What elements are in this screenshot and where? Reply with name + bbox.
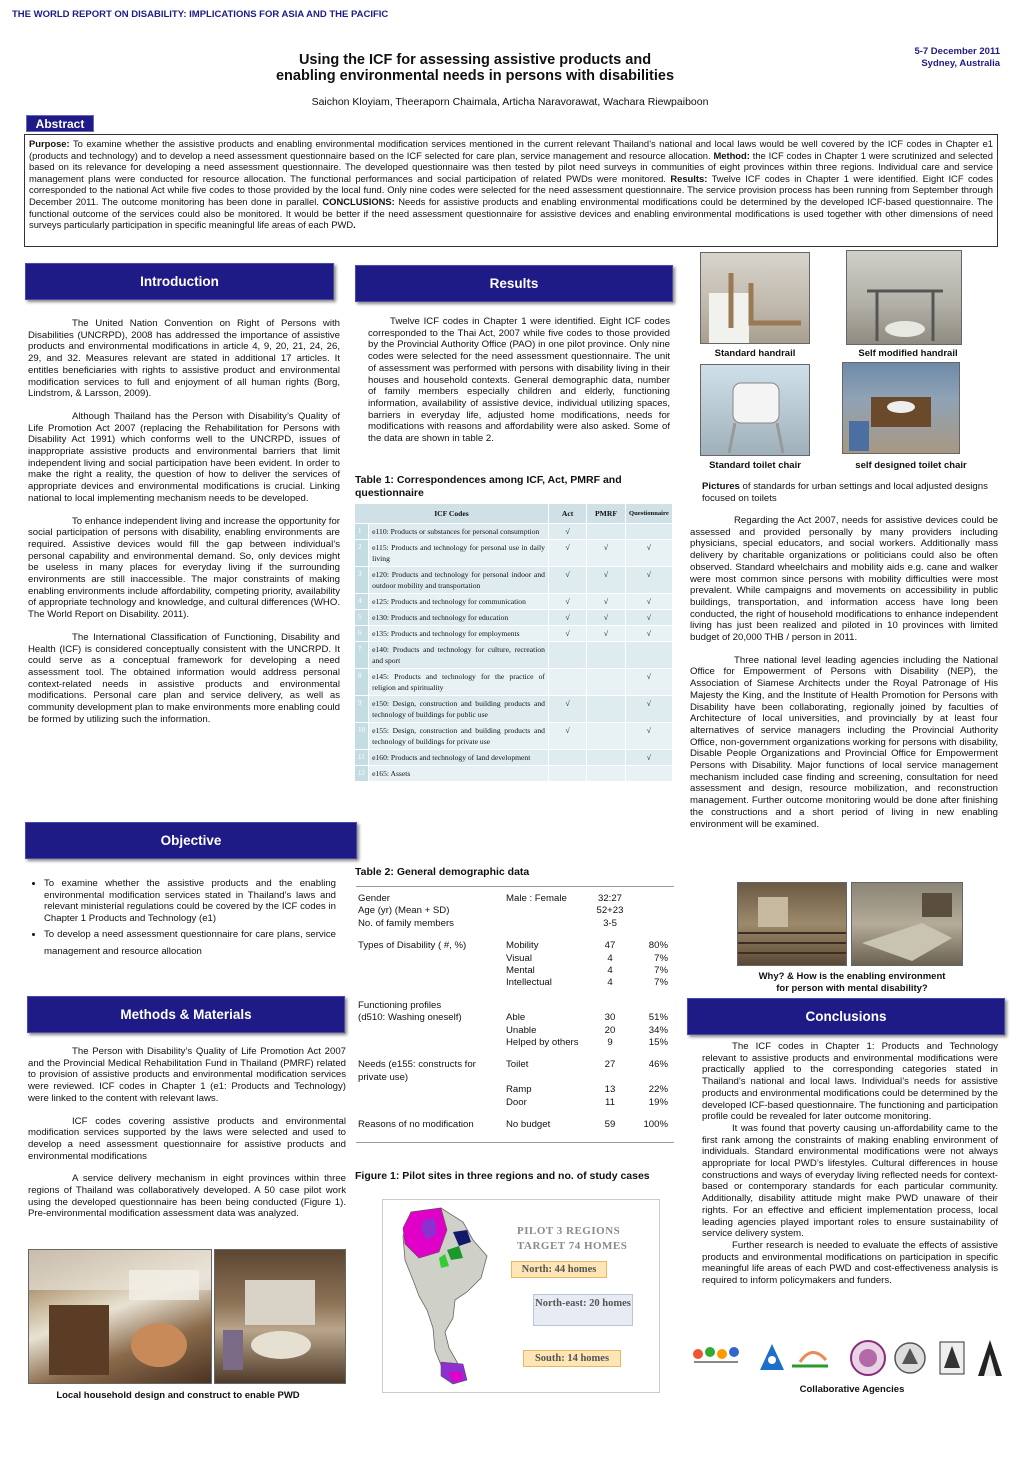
figure1-title: Figure 1: Pilot sites in three regions and no. of study cases	[355, 1170, 650, 1182]
table1-row	[355, 594, 673, 610]
table2-percent	[630, 905, 674, 917]
table1-body	[355, 524, 673, 782]
self-handrail-graphic	[847, 251, 962, 345]
results-text: Twelve ICF codes in Chapter 1 were identified. Eight ICF codes corresponded to the national Act while five codes to those provided by the local fund. Only nine codes were selected for the need assessment questionnaire. The service provision process has been running from September through December 2011. The outcome monitoring has been done in parallel.	[29, 172, 993, 207]
table2-subcategory: Male : Female	[506, 893, 567, 904]
table1-row-number: 11	[355, 750, 369, 766]
table2-count: 4	[607, 977, 613, 989]
table1-act-mark	[548, 669, 586, 696]
table1-icf-code: e165: Assets	[369, 766, 549, 782]
map-label-northeast: North-east: 20 homes	[533, 1294, 633, 1326]
table2-subcategory	[504, 918, 590, 930]
discussion-paragraph-2: Three national level leading agencies including the National Office for Empowerment of Persons with Disability (NEP), the Association of Siamese Architects under the Royal Patronage of His Majesty the King, and the Institute of Health Promotion for Persons with Disability have been collaborating, regionally joined by faculties of Architecture of local universities, and provincially by at least four alternatives of service managers including the Provincial Authority Office, non-government organizations working for persons with disability, Disable People Organizations and Provincial Office for Empowerment Persons with Disability. Major functions of local service management mechanism included case finding and screening, consultation for need assessment and design, resource mobilization, and reconstruction management. Further outcome monitoring would be done after finishing the constructions and a short period of living in new enabling environment will be examined.	[690, 654, 998, 830]
table2-category	[356, 1084, 504, 1096]
table2-count: 11	[605, 1096, 615, 1108]
table1-row-number: 9	[355, 696, 369, 723]
intro-paragraph-1: The United Nation Convention on Right of Persons with Disabilities (UNCRPD), 2008 has addressed the importance of assistive products and environmental modifications in article 4, 9, 20, 21, 24, 26, 29, and 32. Measures relevant are stated in additional 17 articles. It entitles beneficiaries with rights to assistive product and environmental modification services to full and enjoyment of all human rights (Borg, Lindstrom, & Larsson, 2009).	[28, 318, 340, 400]
results-heading: Results	[355, 265, 673, 302]
agency-logo-5	[895, 1343, 925, 1373]
map-title	[517, 1224, 627, 1254]
table1-pmrf-mark	[587, 642, 625, 669]
table2-count: 59	[604, 1119, 616, 1131]
table1-questionnaire-mark: √	[625, 610, 672, 626]
table2-subcategory: Able	[506, 1012, 526, 1024]
table2-row	[356, 918, 674, 930]
abstract-text	[29, 138, 993, 231]
table1-questionnaire-mark: √	[625, 626, 672, 642]
table1-icf-code: e120: Products and technology for personal indoor and outdoor mobility and transportation	[369, 567, 549, 594]
results-body	[368, 316, 670, 445]
table2-category: Reasons of no modification	[358, 1119, 474, 1131]
final-period: .	[353, 219, 356, 231]
table2-count	[590, 990, 630, 1012]
self-handrail-label: Self modified handrail	[858, 348, 958, 359]
table1-row	[355, 567, 673, 594]
table1-row	[355, 723, 673, 750]
table2-category: Age (yr) (Mean + SD)	[358, 905, 450, 917]
household-photo-caption: Local household design and construct to enable PWD	[56, 1390, 300, 1401]
objective-item-2: • To develop a need assessment questionnaire for care plans, service management and resource allocation	[44, 926, 336, 960]
standard-handrail-photo	[700, 252, 810, 344]
table1-row	[355, 626, 673, 642]
table2-row	[356, 965, 674, 977]
table2-category	[356, 1037, 504, 1049]
self-toilet-label: self designed toilet chair	[855, 460, 967, 471]
table2-percent	[630, 918, 674, 930]
table1-header-pmrf: PMRF	[587, 504, 625, 524]
discussion-body	[690, 515, 998, 830]
mental-disability-photo-1	[737, 882, 847, 966]
table2-row	[356, 953, 674, 965]
map-title-line-1: PILOT 3 REGIONS	[517, 1225, 621, 1237]
table2-percent	[630, 893, 674, 905]
table1-questionnaire-mark	[625, 524, 672, 540]
table1-row	[355, 524, 673, 540]
table2-percent: 51%	[648, 1012, 668, 1024]
table2-percent: 80%	[648, 940, 668, 952]
table2-category: Needs (e155: constructs for private use)	[358, 1059, 476, 1083]
table2-subcategory: Toilet	[506, 1059, 529, 1071]
table1-act-mark: √	[548, 610, 586, 626]
methods-body	[28, 1046, 346, 1220]
table1-questionnaire-mark	[625, 766, 672, 782]
standard-toilet-photo	[700, 364, 810, 456]
table1-act-mark: √	[548, 524, 586, 540]
discussion-paragraph-1: Regarding the Act 2007, needs for assistive devices could be assessed and provided personally by many providers including physicians, special educators, and social workers. Additionally mass delivery by charitable organizations or politicians could also be often observed. Standard wheelchairs and mobility aids e.g. cane and walker were most common since persons with mobility difficulties were most prevalent. While campaigns and movements on accessibility in public buildings, transportation, and information access have long been conducted, the right of household modifications to enhance independent living has just been realized and piloted in 10 provinces with limited budget of 20,000 THB / person in 2011.	[690, 515, 998, 644]
pictures-caption	[702, 481, 992, 504]
table2-category: No. of family members	[358, 917, 454, 929]
table1-act-mark	[548, 750, 586, 766]
table2-row	[356, 1012, 674, 1024]
table2-subcategory: Mobility	[506, 940, 539, 952]
objective-heading: Objective	[25, 822, 357, 859]
table2-row	[356, 990, 674, 1012]
self-handrail-photo	[846, 250, 962, 345]
standard-toilet-label: Standard toilet chair	[709, 460, 801, 471]
introduction-body	[28, 318, 340, 726]
table1-row-number: 5	[355, 610, 369, 626]
table2-percent: 7%	[654, 965, 668, 977]
table2-subcategory: No budget	[506, 1119, 551, 1131]
method-text: the ICF codes in Chapter 1 were scrutinized and selected based on its relevance for developing a need assessment questionnaire. The developed questionnaire was then tested by pilot need surveys in communities of eight provinces within three regions. Individual care and service management plans were conducted for resource allocation. The functional performances and social participation of related PWDs were monitored.	[29, 149, 993, 184]
table2-subcategory	[504, 990, 590, 1012]
table1-header-questionnaire: Questionnaire	[625, 504, 672, 524]
table2-count: 20	[604, 1024, 616, 1036]
objective-list	[24, 878, 336, 960]
table1-pmrf-mark: √	[587, 540, 625, 567]
table1-questionnaire-mark: √	[625, 567, 672, 594]
table1-icf-code: e110: Products or substances for personal consumption	[369, 524, 549, 540]
table2-row	[356, 1109, 674, 1131]
table1-icf-code: e140: Products and technology for culture, recreation and sport	[369, 642, 549, 669]
conclusions-paragraph-3: Further research is needed to evaluate the effects of assistive products and environmental modifications on participation in specific meaningful life areas of each PWD and cost-effectiveness analysis is required to inform policymakers and funders.	[702, 1239, 998, 1287]
conclusions-text: Needs for assistive products and enabling environmental modifications could be determined by the developed ICF-based questionnaire. The functional outcome of the services could also be monitored. It would be better if the need assessment questionnaire for assistive devices and enabling environmental modifications is used together with other dimensions of need surveys particularly participation in specific meaningful life areas of each PWD	[29, 195, 993, 231]
table1-pmrf-mark	[587, 669, 625, 696]
conclusions-paragraph-1: The ICF codes in Chapter 1: Products and Technology relevant to assistive products and environmental modifications were practically applied to the corresponding categories stated in Thailand’s national and local laws. Individual’s needs for assistive products and environmental modifications could be determined by the developed ICF-based questionnaire. The functioning and participation profile could be revealed for later outcome monitoring.	[702, 1041, 998, 1123]
table2-count: 27	[604, 1059, 616, 1071]
table2	[356, 886, 674, 1143]
conclusions-label: CONCLUSIONS:	[322, 195, 395, 207]
mental-caption-line-1: Why? & How is the enabling environment	[758, 971, 946, 982]
table1-row	[355, 610, 673, 626]
table2-subcategory	[504, 905, 590, 917]
methods-paragraph-2: ICF codes covering assistive products and environmental modification services supported by the laws were selected and used to develop a need assessment questionnaire for assistive products and environmental modifications	[28, 1115, 346, 1162]
conference-date: 5-7 December 2011	[914, 46, 1000, 57]
agency-logo-6	[940, 1342, 964, 1374]
methods-paragraph-3: A service delivery mechanism in eight provinces within three regions of Thailand was collaboratively developed. A 50 case pilot work using the developed questionnaire has been being conducted (Figure 1). Pre-environmental modification assessment data was analyzed.	[28, 1173, 346, 1220]
table1-row-number: 10	[355, 723, 369, 750]
table1-questionnaire-mark: √	[625, 669, 672, 696]
methods-heading: Methods & Materials	[27, 996, 345, 1033]
table1-act-mark: √	[548, 567, 586, 594]
authors: Saichon Kloyiam, Theeraporn Chaimala, Articha Naravorawat, Wachara Riewpaiboon	[311, 96, 709, 108]
agency-logo-4	[851, 1341, 885, 1375]
pilot-map	[382, 1199, 660, 1393]
table1-icf-code: e160: Products and technology of land development	[369, 750, 549, 766]
table1-pmrf-mark: √	[587, 567, 625, 594]
table2-category	[356, 1025, 504, 1037]
table1-act-mark: √	[548, 723, 586, 750]
table2-count: 52+23	[596, 905, 624, 917]
table2-row	[356, 1084, 674, 1096]
table2-count: 3-5	[603, 917, 617, 929]
mental-disability-photo-2-graphic	[852, 883, 963, 966]
table2-subcategory: Door	[506, 1096, 527, 1108]
table1-row	[355, 642, 673, 669]
table2-row	[356, 930, 674, 952]
table2-category	[356, 977, 504, 989]
table1-row	[355, 766, 673, 782]
table2-percent: 15%	[648, 1037, 668, 1049]
conclusions-paragraph-2: It was found that poverty causing un-affordability came to the first rank among the constraints of making enabling environment of individuals. Standard environmental modifications were not always appropriate for local PWD’s lifestyles. Cultural differences in house constructions and ways of everyday living reflected needs for context-based or contemporary standards for each particular community. Additionally, disability attitude might make PWD unaware of their rights. For an effective and efficient implementation process, local leading agencies played important roles to ensure sustainability of service delivery system.	[702, 1122, 998, 1240]
household-photo-2	[214, 1249, 346, 1384]
pictures-caption-text: of standards for urban settings and local adjusted designs focused on toilets	[702, 481, 988, 504]
table1-pmrf-mark	[587, 696, 625, 723]
table1-icf-code: e130: Products and technology for education	[369, 610, 549, 626]
standard-handrail-graphic	[701, 253, 810, 344]
intro-paragraph-4: The International Classification of Functioning, Disability and Health (ICF) is considered conceptually consistent with the UNCRPD. It could serve as a conceptual framework for developing a need assessment tool. The obtained information would address personal context-related needs in assistive products and environmental modifications. Personal care plan and service delivery, as well as community development plan to make environments more enabling could be formed by utilizing such the information.	[28, 631, 340, 725]
table1-title: Table 1: Correspondences among ICF, Act, PMRF and questionnaire	[355, 474, 622, 499]
table2-category	[356, 1097, 504, 1109]
table1-act-mark: √	[548, 594, 586, 610]
self-toilet-graphic	[843, 363, 960, 454]
icf-correspondence-table	[354, 503, 673, 782]
table1-pmrf-mark: √	[587, 594, 625, 610]
logos-caption: Collaborative Agencies	[799, 1384, 905, 1395]
results-label: Results:	[670, 172, 708, 184]
table2-count: 4	[607, 965, 613, 977]
objective-body	[24, 878, 336, 961]
table1-pmrf-mark	[587, 766, 625, 782]
household-photo-2-graphic	[215, 1250, 346, 1384]
table2-subcategory: Mental	[506, 965, 535, 977]
table1-act-mark	[548, 766, 586, 782]
table1-questionnaire-mark: √	[625, 540, 672, 567]
map-title-line-2: TARGET 74 HOMES	[517, 1240, 628, 1252]
table2-count: 32:27	[597, 893, 622, 904]
purpose-label: Purpose:	[29, 138, 70, 149]
table2-percent	[630, 990, 674, 1012]
mental-disability-caption	[712, 971, 992, 995]
agency-logo-2	[760, 1344, 784, 1370]
table1-icf-code: e115: Products and technology for personal use in daily living	[369, 540, 549, 567]
standard-toilet-graphic	[701, 365, 810, 456]
table1-icf-code: e145: Products and technology for the practice of religion and spirituality	[369, 669, 549, 696]
table1-act-mark: √	[548, 626, 586, 642]
table2-count: 30	[604, 1012, 616, 1024]
table1-pmrf-mark	[587, 723, 625, 750]
agency-logos-graphic	[688, 1338, 1008, 1380]
table1-act-mark: √	[548, 696, 586, 723]
table1-pmrf-mark: √	[587, 610, 625, 626]
table2-row	[356, 977, 674, 989]
conclusions-heading: Conclusions	[687, 998, 1005, 1035]
table2-row	[356, 905, 674, 917]
table1-icf-code: e155: Design, construction and building products and technology of buildings for private use	[369, 723, 549, 750]
mental-caption-line-2: for person with mental disability?	[776, 983, 928, 994]
table1-icf-code: e135: Products and technology for employments	[369, 626, 549, 642]
map-label-south: South: 14 homes	[523, 1350, 621, 1367]
agency-logo-3	[792, 1352, 828, 1366]
agency-logos	[688, 1338, 1008, 1380]
table1-header-icf: ICF Codes	[355, 504, 549, 524]
table2-count: 9	[607, 1037, 613, 1049]
table1-act-mark	[548, 642, 586, 669]
table1-questionnaire-mark: √	[625, 750, 672, 766]
table2-subcategory: Intellectual	[506, 977, 552, 989]
table1-row-number: 4	[355, 594, 369, 610]
methods-paragraph-1: The Person with Disability’s Quality of Life Promotion Act 2007 and the Provincial Medical Rehabilitation Fund in Thailand (PMRF) related to provision of assistive products and environmental modification services were reviewed. ICF codes in Chapter 1 (e1: Products and Technology) were linked to the content with relevant laws.	[28, 1046, 346, 1104]
table2-percent: 46%	[648, 1059, 668, 1071]
conference-banner: THE WORLD REPORT ON DISABILITY: IMPLICATIONS FOR ASIA AND THE PACIFIC	[12, 9, 389, 20]
table1-row-number: 12	[355, 766, 369, 782]
demographic-table	[356, 893, 674, 1132]
table1-header-act: Act	[548, 504, 586, 524]
table1-row-number: 7	[355, 642, 369, 669]
conference-location: Sydney, Australia	[921, 58, 1000, 69]
agency-logo-1	[693, 1347, 739, 1362]
household-photo-1-graphic	[29, 1250, 212, 1384]
title-line-2: enabling environmental needs in persons with disabilities	[275, 68, 675, 84]
table1-row-number: 2	[355, 540, 369, 567]
table2-body	[356, 893, 674, 1132]
table2-percent: 22%	[648, 1084, 668, 1096]
self-toilet-photo	[842, 362, 960, 454]
table1-row	[355, 750, 673, 766]
standard-handrail-label: Standard handrail	[714, 348, 796, 359]
table2-percent: 7%	[654, 952, 668, 964]
intro-paragraph-2: Although Thailand has the Person with Disability’s Quality of Life Promotion Act 2007 (replacing the Rehabilitation for Persons with Disability Act 1991) which conforms well to the UNCRPD, issues of inappropriate assistive products and environmental barriers that limit independent living and social participation have been evident. In order to make the right a reality, the question of how to deliver the services of appropriate devices and environmental modifications is crucial. Linking national to local implementing mechanism needs to be developed.	[28, 410, 340, 504]
abstract-box	[24, 134, 998, 247]
objective-item-1: • To examine whether the assistive products and the enabling environmental modification services stated in Thailand’s laws and relevant ministerial regulations could be covered by the ICF codes in Chapter 1 Products and Technology (e1)	[44, 878, 336, 925]
table2-subcategory: Visual	[506, 952, 532, 964]
table1-icf-code: e125: Products and technology for communication	[369, 594, 549, 610]
title-line-1: Using the ICF for assessing assistive products and	[298, 52, 652, 68]
poster-title	[160, 52, 790, 84]
table1-row-number: 8	[355, 669, 369, 696]
table1-row	[355, 669, 673, 696]
table2-percent: 100%	[643, 1119, 668, 1131]
table2-category	[356, 953, 504, 965]
table1-pmrf-mark	[587, 524, 625, 540]
table2-count: 13	[604, 1084, 616, 1096]
table1-questionnaire-mark	[625, 642, 672, 669]
table2-count: 47	[604, 940, 616, 952]
table1-row	[355, 540, 673, 567]
mental-disability-photo-1-graphic	[738, 883, 847, 966]
table2-percent: 19%	[648, 1096, 668, 1108]
table1-header-row	[355, 504, 673, 524]
results-paragraph-1: Twelve ICF codes in Chapter 1 were identified. Eight ICF codes corresponded to the Thai Act, 2007 while five codes to those provided by the Provincial Authority Office (PAO) in one pilot province. Only nine codes were selected for the need assessment questionnaire. The unit of assessment was performed with persons with disability living in their houses and household contexts. General demographic data, number of family members especially children and elderly, functioning information, availability of assistive device, individual utilizing spaces, barriers in everyday life, adjusted home modifications, needs for modifications with reasons and affordability were also asked. Some of the data are shown in table 2.	[368, 316, 670, 445]
table2-percent: 34%	[648, 1024, 668, 1036]
household-photo-1	[28, 1249, 212, 1384]
table2-category: Functioning profiles	[358, 999, 442, 1011]
table1-row-number: 6	[355, 626, 369, 642]
table2-subcategory: Ramp	[506, 1084, 532, 1096]
agency-logo-7	[978, 1340, 1002, 1376]
table2-subcategory: Unable	[506, 1024, 537, 1036]
table1-icf-code: e150: Design, construction and building products and technology of buildings for public use	[369, 696, 549, 723]
table2-percent: 7%	[654, 977, 668, 989]
intro-paragraph-3: To enhance independent living and increase the opportunity for social participation of persons with disability, enabling environments are required. Assistive devices would fill the gap between individual’s personal capability and environmental demand. So, only devices might be useless in many places for everyday living if the surrounding environments are still inaccessible. The major constraints of making enabling environments include affordability, competing priority, availability of appropriate technology and knowledge, and cultural differences (WHO. The World Report on Disability. 2011).	[28, 515, 340, 621]
table1-questionnaire-mark: √	[625, 594, 672, 610]
table1-questionnaire-mark: √	[625, 723, 672, 750]
table2-subcategory: Helped by others	[506, 1037, 579, 1049]
table1	[354, 503, 673, 782]
table2-category: Types of Disability ( #, %)	[358, 940, 467, 952]
abstract-heading: Abstract	[26, 115, 94, 132]
table2-count: 4	[607, 952, 613, 964]
table2-category: (d510: Washing oneself)	[358, 1012, 462, 1024]
table1-pmrf-mark: √	[587, 626, 625, 642]
table1-row-number: 1	[355, 524, 369, 540]
table1-row	[355, 696, 673, 723]
table2-row	[356, 1049, 674, 1084]
table2-category: Gender	[358, 893, 390, 904]
table2-row	[356, 1037, 674, 1049]
table2-row	[356, 1097, 674, 1109]
conclusions-body	[702, 1041, 998, 1287]
table2-title: Table 2: General demographic data	[355, 866, 530, 878]
table1-row-number: 3	[355, 567, 369, 594]
method-label: Method:	[713, 149, 750, 161]
table2-row	[356, 1025, 674, 1037]
pictures-caption-label: Pictures	[702, 481, 740, 492]
introduction-heading: Introduction	[25, 263, 334, 300]
table2-row	[356, 893, 674, 905]
mental-disability-photo-2	[851, 882, 963, 966]
table2-category	[356, 965, 504, 977]
table1-act-mark: √	[548, 540, 586, 567]
map-label-north: North: 44 homes	[511, 1261, 607, 1278]
table1-questionnaire-mark: √	[625, 696, 672, 723]
purpose-text: To examine whether the assistive products and enabling environmental modification services mentioned in the current relevant Thailand’s national and local laws would be well covered by the ICF codes in Chapter e1 (products and technology) and to develop a need assessment questionnaire based on the ICF selected for care plan, service management and resource allocation.	[29, 138, 993, 161]
table1-pmrf-mark	[587, 750, 625, 766]
